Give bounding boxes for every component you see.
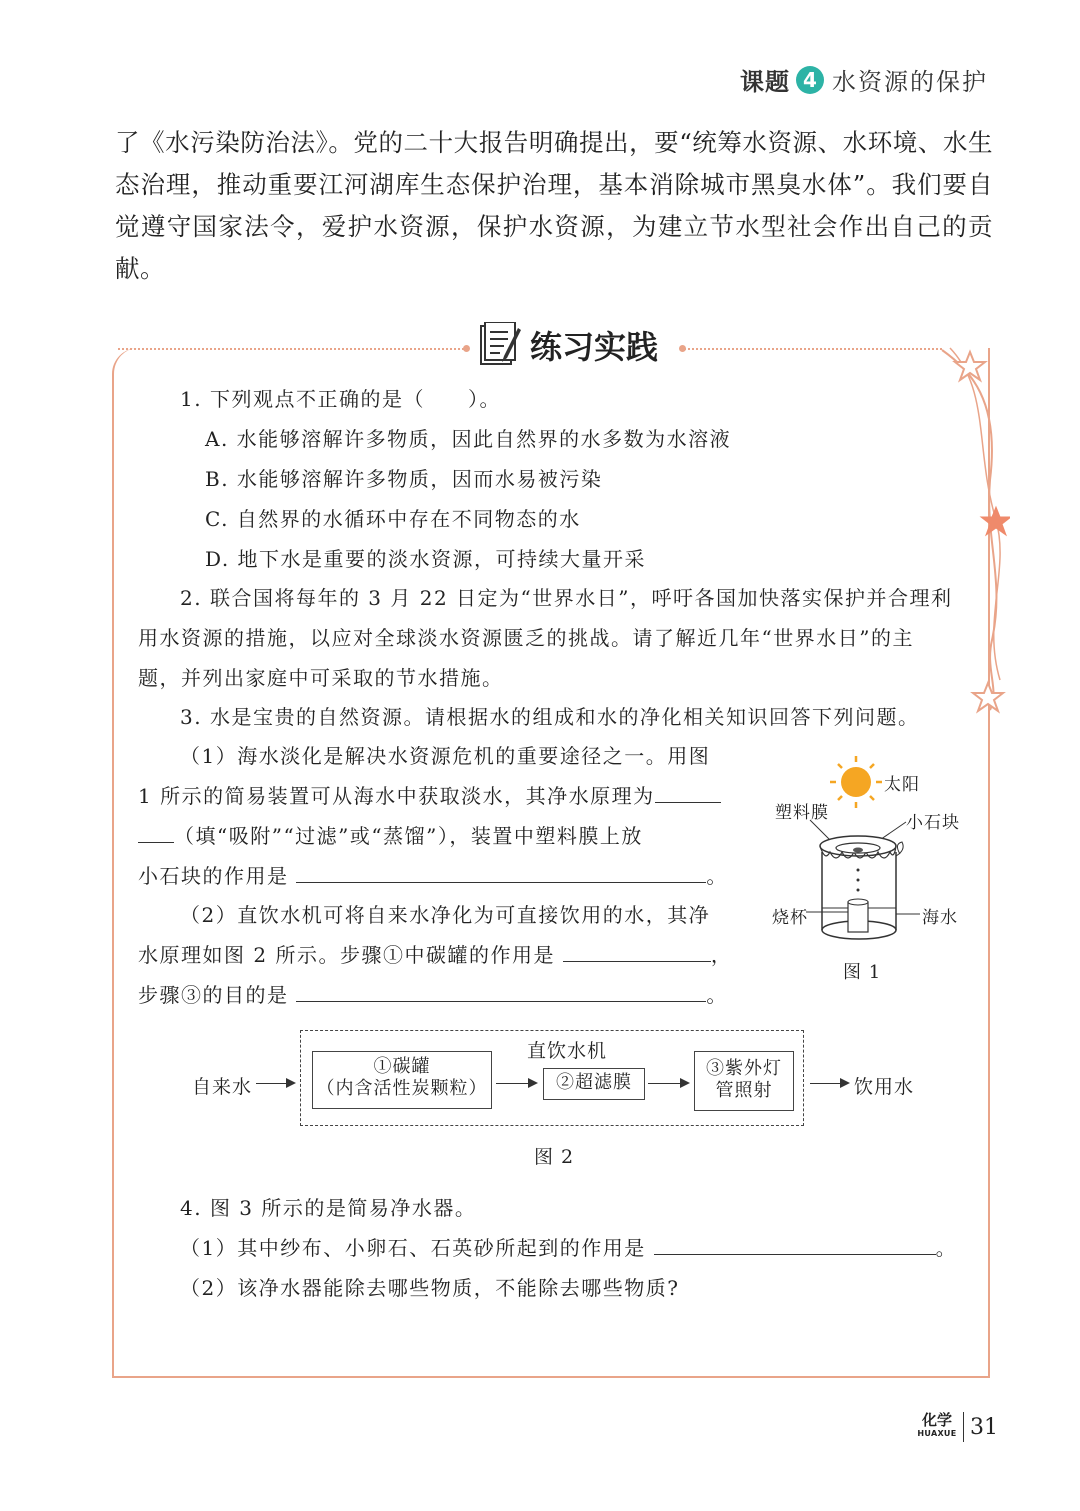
practice-title — [478, 322, 658, 368]
q4-stem: 4. 图 3 所示的是简易净水器。 — [180, 1196, 477, 1220]
q1-option-d: D. 地下水是重要的淡水资源，可持续大量开采 — [205, 547, 647, 571]
fig2-machine-label: 直饮水机 — [527, 1040, 608, 1062]
notebook-pen-icon — [478, 322, 522, 368]
q2-line-2: 用水资源的措施，以应对全球淡水资源匮乏的挑战。请了解近几年“世界水日”的主 — [138, 626, 914, 650]
q4-p2: （2）该净水器能除去哪些物质，不能除去哪些物质? — [180, 1276, 680, 1300]
frame-top-dotted-right — [680, 348, 942, 350]
answer-blank[interactable] — [655, 784, 721, 803]
frame-dot-left — [463, 345, 470, 352]
intro-paragraph: 了《水污染防治法》。党的二十大报告明确提出，要“统筹水资源、水环境、水生态治理，推动重要江河湖库生态保护治理，基本消除城市黑臭水体”。我们要自觉遵守国家法令，爱护水资源，保护水资源，为建立节水型社会作出自己的贡献。 — [115, 128, 993, 283]
punct-period: 。 — [935, 1236, 958, 1260]
fig2-input: 自来水 — [192, 1076, 253, 1098]
q3-p1-line4-text: 小石块的作用是 — [138, 864, 289, 888]
q1-stem: 1. 下列观点不正确的是（ ）。 — [180, 387, 501, 411]
fig1-label-sun: 太阳 — [884, 775, 920, 795]
answer-blank[interactable] — [138, 824, 174, 843]
fig2-step1-carbon-tank — [312, 1051, 492, 1109]
star-icon — [973, 683, 1003, 711]
star-icon — [981, 507, 1010, 535]
q1-option-a: A. 水能够溶解许多物质，因此自然界的水多数为水溶液 — [205, 427, 732, 451]
q4-p1 — [180, 1232, 957, 1261]
fig1-label-film: 塑料膜 — [775, 803, 829, 823]
q3-p1-line2-text: 1 所示的简易装置可从海水中获取淡水，其净水原理为 — [138, 784, 655, 808]
fig2-output: 饮用水 — [854, 1076, 915, 1098]
fig1-label-seawater: 海水 — [922, 908, 958, 928]
arrow-icon — [496, 1083, 536, 1084]
answer-blank[interactable] — [563, 943, 711, 962]
fig2-step1-line1: ①碳罐 — [373, 1056, 431, 1077]
footer-divider — [963, 1412, 965, 1442]
fig1-label-beaker: 烧杯 — [772, 908, 808, 928]
subject-mark — [917, 1413, 956, 1441]
q3-p2-line3-text: 步骤③的目的是 — [138, 983, 289, 1007]
q4-p1-text: （1）其中纱布、小卵石、石英砂所起到的作用是 — [180, 1236, 646, 1260]
q3-p1-line1: （1）海水淡化是解决水资源危机的重要途径之一。用图 — [180, 744, 711, 768]
fig2-step2-ultrafiltration: ②超滤膜 — [543, 1068, 645, 1100]
q1-option-c: C. 自然界的水循环中存在不同物态的水 — [205, 507, 581, 531]
q3-p1-line3-text: （填“吸附”“过滤”或“蒸馏”），装置中塑料膜上放 — [174, 824, 643, 848]
lesson-prefix: 课题 — [740, 68, 790, 96]
q3-p1-line2 — [138, 780, 721, 809]
star-ribbon-decoration — [930, 340, 1010, 720]
sun-icon — [830, 756, 882, 808]
q3-p2-line1: （2）直饮水机可将自来水净化为可直接饮用的水，其净 — [180, 903, 711, 927]
lesson-title: 水资源的保护 — [832, 68, 988, 96]
frame-top-dotted-left — [118, 348, 468, 350]
subject-en: HUAXUE — [917, 1429, 957, 1438]
fig2-step1-line2: （内含活性炭颗粒） — [316, 1078, 488, 1099]
punct-period: 。 — [706, 864, 728, 888]
punct-period: 。 — [706, 983, 728, 1007]
fig2-caption: 图 2 — [534, 1146, 575, 1168]
fig2-step3-line1: ③紫外灯 — [706, 1058, 782, 1079]
frame-dot-right — [679, 345, 686, 352]
q3-stem: 3. 水是宝贵的自然资源。请根据水的组成和水的净化相关知识回答下列问题。 — [180, 705, 920, 729]
answer-blank[interactable] — [296, 864, 706, 883]
practice-title-text: 练习实践 — [530, 328, 659, 366]
q2-line-3: 题，并列出家庭中可采取的节水措施。 — [138, 666, 504, 690]
page-footer — [917, 1412, 998, 1442]
q2-line-1: 2. 联合国将每年的 3 月 22 日定为“世界水日”，呼吁各国加快落实保护并合理利 — [180, 586, 953, 610]
arrow-icon — [810, 1083, 848, 1084]
q3-p2-line3 — [138, 979, 728, 1008]
page-header — [740, 62, 988, 97]
arrow-icon — [648, 1083, 688, 1084]
lesson-number-badge: 4 — [796, 66, 824, 94]
fig1-label-stone: 小石块 — [906, 813, 960, 833]
q3-p2-line2-text: 水原理如图 2 所示。步骤①中碳罐的作用是 — [138, 943, 555, 967]
fig2-step3-line2: 管照射 — [715, 1080, 773, 1101]
answer-blank[interactable] — [654, 1236, 936, 1255]
q3-p1-line3 — [138, 820, 643, 849]
answer-blank[interactable] — [296, 983, 706, 1002]
fig2-step3-uv-lamp — [694, 1051, 794, 1111]
punct-comma: ， — [710, 943, 733, 967]
arrow-icon — [256, 1083, 294, 1084]
q3-p1-line4 — [138, 860, 728, 889]
q3-p2-line2 — [138, 939, 732, 968]
q1-option-b: B. 水能够溶解许多物质，因而水易被污染 — [205, 467, 603, 491]
subject-cn: 化学 — [921, 1411, 952, 1429]
page-number: 31 — [970, 1414, 998, 1440]
fig1-caption: 图 1 — [843, 962, 882, 983]
